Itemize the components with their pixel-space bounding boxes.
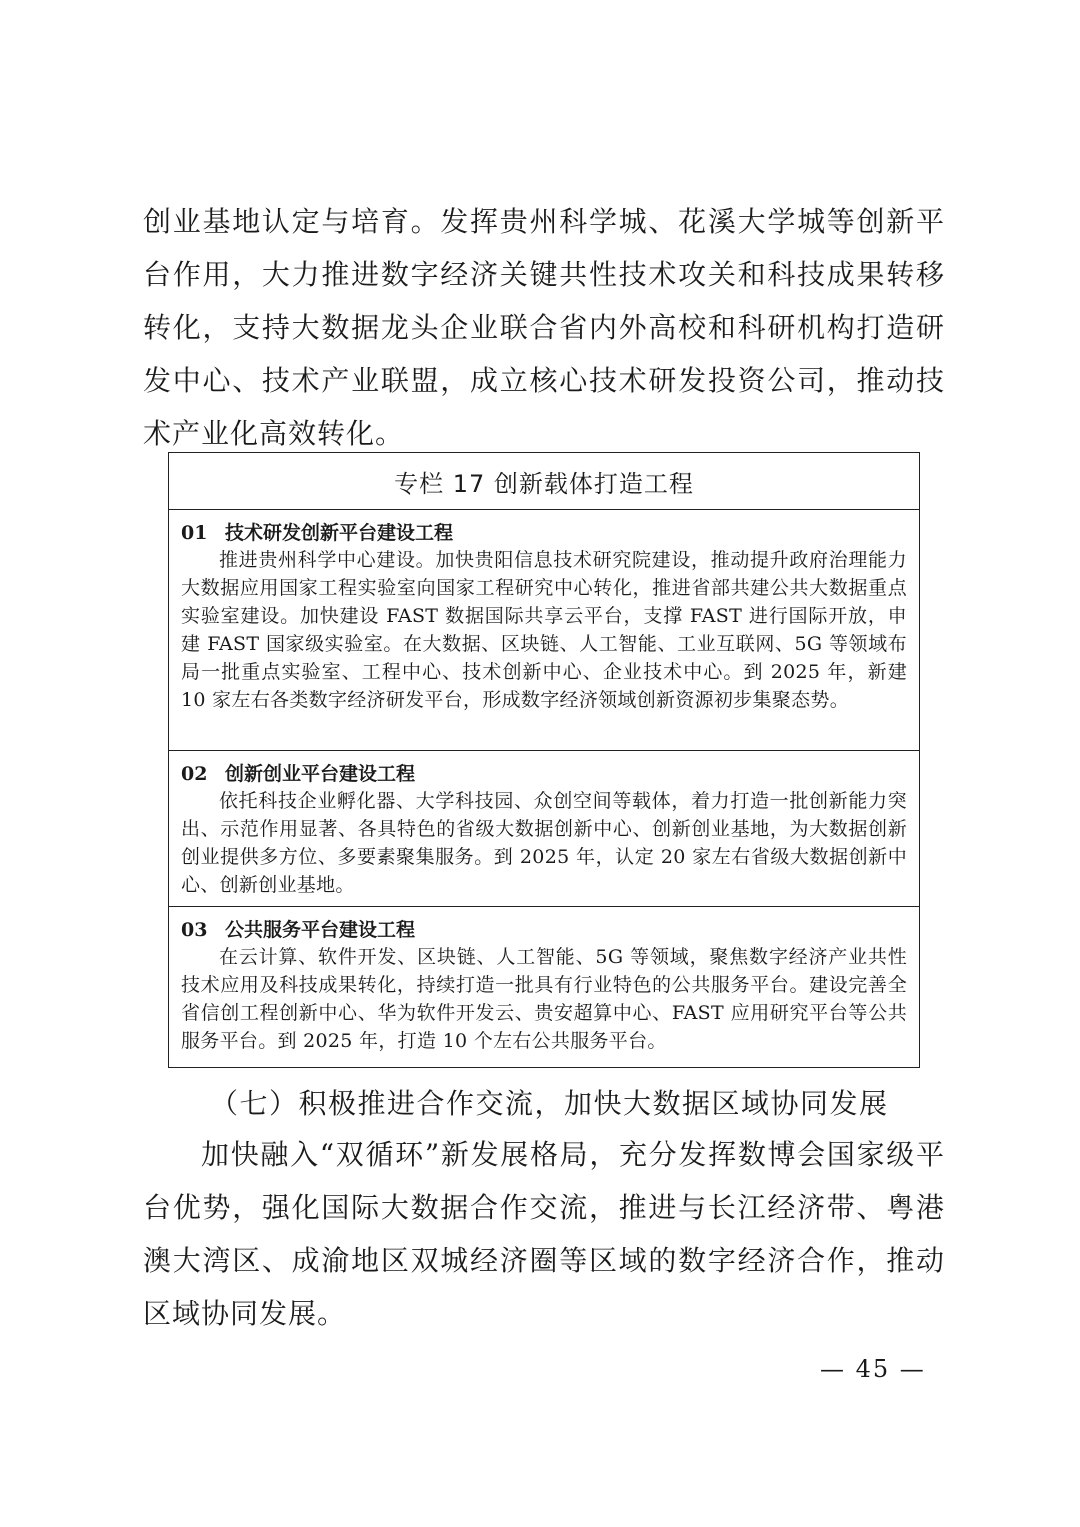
section-title: 技术研发创新平台建设工程 [225, 522, 454, 544]
section-body: 推进贵州科学中心建设。加快贵阳信息技术研究院建设，推动提升政府治理能力大数据应用国家工程实验室向国家工程研究中心转化，推进省部共建公共大数据重点实验室建设。加快建设 FAST 数据国际共享云平台，支撑 FAST 进行国际开放，申建 FAST 国家级实验室。在大数据、区块链、人工智能、工业互联网、5G 等领域布局一批重点实验室、工程中心、技术创新中心、企业技术中心。到 2025 年，新建 10 家左右各类数字经济研发平台，形成数字经济领域创新资源初步集聚态势。 [181, 549, 907, 711]
intro-paragraph: 创业基地认定与培育。发挥贵州科学城、花溪大学城等创新平台作用，大力推进数字经济关键共性技术攻关和科技成果转移转化，支持大数据龙头企业联合省内外高校和科研机构打造研发中心、技术产业联盟，成立核心技术研发投资公司，推动技术产业化高效转化。 [143, 205, 945, 450]
section-number: 03 [181, 919, 208, 941]
section-title: 创新创业平台建设工程 [225, 763, 416, 785]
section-heading [181, 917, 907, 943]
closing-paragraph: 加快融入“双循环”新发展格局，充分发挥数博会国家级平台优势，强化国际大数据合作交流，推进与长江经济带、粤港澳大湾区、成渝地区双城经济圈等区域的数字经济合作，推动区域协同发展。 [143, 1138, 945, 1330]
section-heading [181, 761, 907, 787]
section-body: 在云计算、软件开发、区块链、人工智能、5G 等领域，聚焦数字经济产业共性技术应用及科技成果转化，持续打造一批具有行业特色的公共服务平台。建设完善全省信创工程创新中心、华为软件开发云、贵安超算中心、FAST 应用研究平台等公共服务平台。到 2025 年，打造 10 个左右公共服务平台。 [181, 946, 907, 1052]
column-box [168, 452, 920, 1068]
section-heading-seven: （七）积极推进合作交流，加快大数据区域协同发展 [210, 1087, 889, 1120]
box-section-02 [169, 751, 919, 907]
section-heading [181, 520, 907, 546]
box-section-03 [169, 907, 919, 1067]
column-box-title: 专栏 17 创新载体打造工程 [169, 453, 919, 510]
section-number: 01 [181, 522, 208, 544]
section-number: 02 [181, 763, 208, 785]
box-section-01 [169, 510, 919, 751]
section-title: 公共服务平台建设工程 [225, 919, 416, 941]
section-body: 依托科技企业孵化器、大学科技园、众创空间等载体，着力打造一批创新能力突出、示范作用显著、各具特色的省级大数据创新中心、创新创业基地，为大数据创新创业提供多方位、多要素聚集服务。到 2025 年，认定 20 家左右省级大数据创新中心、创新创业基地。 [181, 790, 907, 896]
page-number: — 45 — [820, 1355, 926, 1383]
